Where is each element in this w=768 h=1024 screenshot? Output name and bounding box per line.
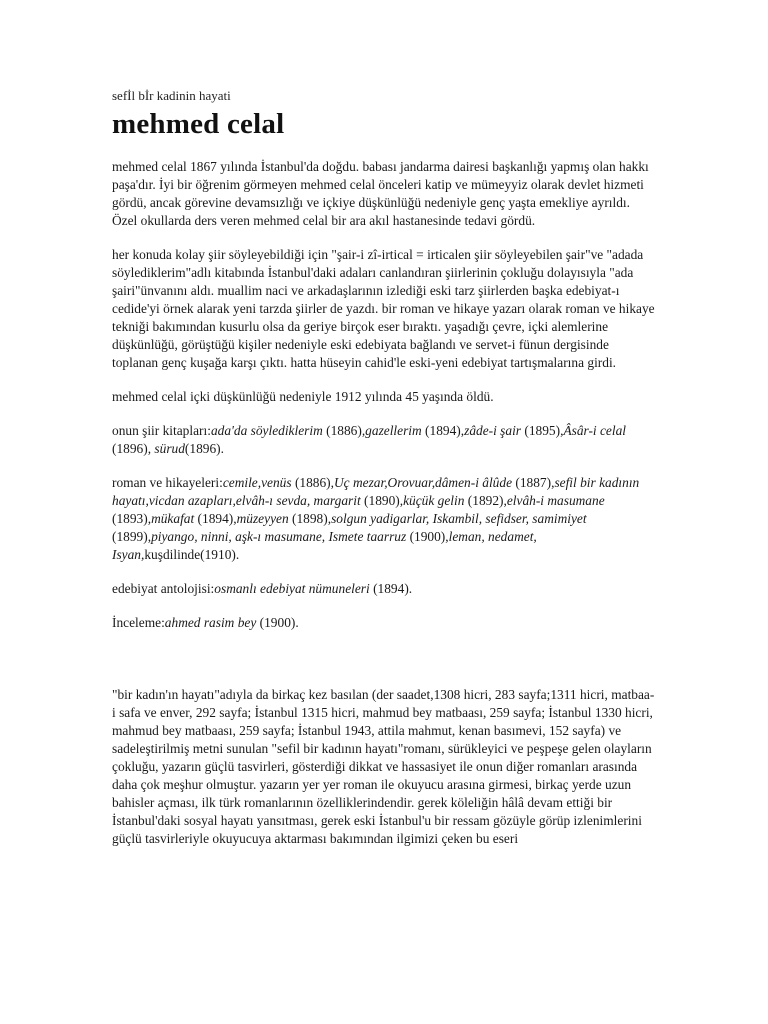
document-kicker: sefİl bİr kadinin hayati bbox=[112, 88, 231, 103]
section-gap bbox=[112, 648, 657, 686]
novel-work: solgun yadigarlar, Iskambil, sefidser, samimiyet bbox=[331, 511, 587, 526]
novel-year: (1886), bbox=[291, 475, 334, 490]
poetry-year: (1895), bbox=[521, 423, 564, 438]
career-paragraph: her konuda kolay şiir söyleyebildiği için "şair-i zî-irtical = irticalen şiir söyleyebilen şair"ve "adada söylediklerim"adlı kitabında İstanbul'daki adaları canlandıran şiirlerinin çokluğu dolayısıyla "ada şairi"ünvanını aldı. muallim naci ve arkadaşlarının izlediği eski tarz şiirlerden başka edebiyat-ı cedide'yi örnek alarak yeni tarzda şiirler de yazdı. bir roman ve hikaye yazarı olarak roman ve hikaye tekniği bakımından kusurlu olsa da geriye birçok eser bıraktı. yaşadığı çevre, içki alemlerine düşkünlüğü, görüştüğü kişiler nedeniyle eski edebiyata bağlandı ve servet-i fünun dergisinde toplanan genç kuşağa karşı çıktı. hatta hüseyin cahid'le eski-yeni edebiyat tartışmalarına girdi. bbox=[112, 247, 655, 370]
biography-paragraph: mehmed celal 1867 yılında İstanbul'da doğdu. babası jandarma dairesi başkanlığı yapmış olan hakkı paşa'dır. İyi bir öğrenim görmeyen mehmed celal önceleri katip ve mümeyyiz olarak devlet hizmeti gördü, ancak görevine devamsızlığı ve içkiye düşkünlüğü nedeniyle genç yaşta emekliye ayrıldı. Özel okullarda ders veren mehmed celal bir ara akıl hastanesinde tedavi gördü. bbox=[112, 159, 649, 228]
article bbox=[112, 88, 657, 864]
review-lead: İnceleme: bbox=[112, 615, 165, 630]
novel-work: mükafat bbox=[151, 511, 195, 526]
anthology-paragraph bbox=[112, 580, 657, 598]
poetry-year: (1886), bbox=[322, 423, 366, 438]
novel-year: (1898), bbox=[288, 511, 332, 526]
novel-summary-paragraph: "bir kadın'ın hayatı"adıyla da birkaç kez basılan (der saadet,1308 hicri, 283 sayfa;1311 hicri, matbaa-i safa ve enver, 292 sayfa; İstanbul 1315 hicri, mahmud bey matbaası, 259 sayfa; İstanbul 1330 hicri, mahmud bey matbaası, 259 sayfa; İstanbul 1943, attila mahmut, kenan basımevi, 152 sayfa) ve sadeleştirilmiş metni sunulan "sefil bir kadının hayatı"romanı, sürükleyici ve peşpeşe gelen olayların çokluğu, yazarın güçlü tasvirleri, gösterdiği dikkat ve hassasiyet ile onun diğer romanları arasında daha çok meşhur olmuştur. yazarın yer yer roman ile okuyucu arasına girmesi, birkaç yerde uzun bahisler açması, ilk türk romanlarının özelliklerindendir. gerek köleliğin hâlâ devam ettiği bir İstanbul'daki sosyal hayatı yansıtması, gerek eski İstanbul'u bir ressam gözüyle görüp izlenimlerini güçlü tasvirleriyle okuyucuya aktarması bakımından ilgimizi çeken bu eseri bbox=[112, 687, 655, 846]
poetry-work: Âsâr-i celal bbox=[563, 423, 627, 438]
novel-work: Uç mezar,Orovuar,dâmen-i âlûde bbox=[334, 475, 513, 490]
novel-year: (1894), bbox=[194, 511, 237, 526]
poetry-work: sürud bbox=[154, 441, 185, 456]
poetry-work: zâde-i şair bbox=[464, 423, 522, 438]
novel-work: cemile,venüs bbox=[222, 475, 292, 490]
review-year: (1900). bbox=[256, 615, 299, 630]
novel-year: (1887), bbox=[512, 475, 555, 490]
death-paragraph: mehmed celal içki düşkünlüğü nedeniyle 1912 yılında 45 yaşında öldü. bbox=[112, 389, 494, 404]
novel-year: kuşdilinde(1910). bbox=[144, 547, 240, 562]
novels-lead: roman ve hikayeleri: bbox=[112, 475, 223, 490]
poetry-lead: onun şiir kitapları: bbox=[112, 423, 211, 438]
anthology-work: osmanlı edebiyat nümuneleri bbox=[214, 581, 370, 596]
novel-work: sefil bir kadının hayatı,vicdan azapları,elvâh-ı sevda, margarit bbox=[112, 475, 640, 508]
poetry-year: (1896). bbox=[184, 441, 224, 456]
novel-work: küçük gelin bbox=[403, 493, 465, 508]
review-paragraph bbox=[112, 614, 657, 632]
poetry-year: (1894), bbox=[421, 423, 465, 438]
poetry-work: gazellerim bbox=[365, 423, 422, 438]
poetry-books-paragraph bbox=[112, 422, 657, 458]
novel-year: (1900), bbox=[406, 529, 449, 544]
novel-work: piyango, ninni, aşk-ı masumane, Ismete taarruz bbox=[151, 529, 407, 544]
page-title: mehmed celal bbox=[112, 108, 285, 140]
review-work: ahmed rasim bey bbox=[164, 615, 257, 630]
anthology-year: (1894). bbox=[369, 581, 413, 596]
novel-year: (1892), bbox=[464, 493, 507, 508]
anthology-lead: edebiyat antolojisi: bbox=[112, 581, 215, 596]
novel-year: (1899), bbox=[112, 529, 152, 544]
novel-year: (1890), bbox=[360, 493, 404, 508]
novel-work: elvâh-i masumane bbox=[506, 493, 605, 508]
novels-paragraph bbox=[112, 474, 657, 564]
poetry-year: (1896), bbox=[112, 441, 155, 456]
novel-year: (1893), bbox=[112, 511, 152, 526]
novel-work: leman, nedamet, Isyan, bbox=[112, 529, 537, 562]
novel-work: müzeyyen bbox=[236, 511, 289, 526]
poetry-work: ada'da söylediklerim bbox=[210, 423, 323, 438]
